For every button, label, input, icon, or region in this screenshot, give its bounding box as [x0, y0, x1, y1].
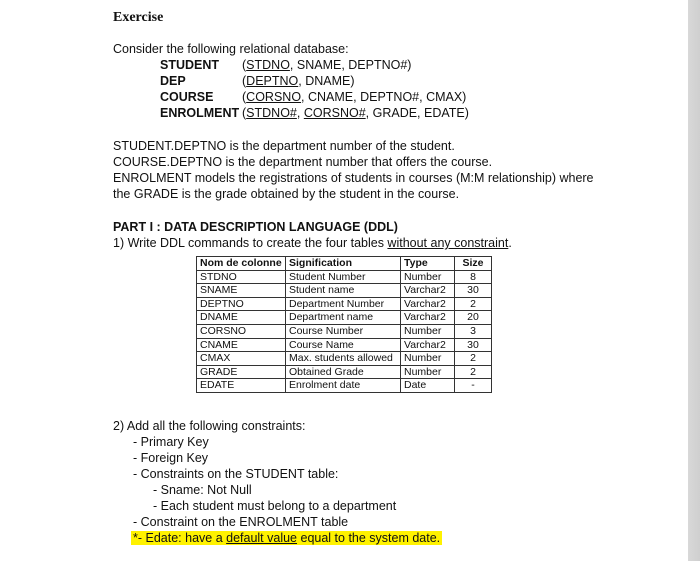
table-name: ENROLMENT: [160, 106, 240, 120]
highlight-mark: *- Edate: have a default value equal to the system date.: [133, 531, 441, 545]
schema-list: [160, 57, 469, 121]
header-cell: Signification: [286, 257, 401, 271]
primary-key: STDNO: [246, 58, 290, 72]
note-line: ENROLMENT models the registrations of students in courses (M:M relationship) where: [113, 171, 594, 185]
schema-row: COURSE (CORSNO, CNAME, DEPTNO#, CMAX): [160, 90, 467, 104]
constraint-subitem: - Each student must belong to a department: [153, 499, 397, 513]
schema-row: ENROLMENT (STDNO#, CORSNO#, GRADE, EDATE): [160, 106, 469, 120]
primary-key: CORSNO: [246, 90, 302, 104]
note-line: the GRADE is the grade obtained by the student in the course.: [113, 187, 460, 201]
column-table: [196, 256, 492, 393]
header-cell: Nom de colonne: [197, 257, 286, 271]
table-row: SNAME Student name Varchar2 30: [197, 284, 492, 298]
table-row: DEPTNO Department Number Varchar2 2: [197, 297, 492, 311]
constraint-item: - Constraints on the STUDENT table:: [133, 467, 339, 481]
constraint-subitem: - Sname: Not Null: [153, 483, 252, 497]
table-row: STDNO Student Number Number 8: [197, 270, 492, 284]
highlighted-constraint: [131, 530, 442, 546]
question-2: 2) Add all the following constraints:: [113, 419, 306, 433]
primary-key: DEPTNO: [246, 74, 299, 88]
question-1: 1) Write DDL commands to create the four tables without any constraint.: [113, 236, 512, 250]
table-row: DNAME Department name Varchar2 20: [197, 311, 492, 325]
primary-key: CORSNO#: [303, 106, 366, 120]
schema-row: STUDENT (STDNO, SNAME, DEPTNO#): [160, 58, 412, 72]
page-title: Exercise: [113, 10, 164, 25]
table-name: STUDENT: [160, 58, 220, 72]
part1-heading: PART I : DATA DESCRIPTION LANGUAGE (DDL): [113, 220, 398, 234]
table-row: CMAX Max. students allowed Number 2: [197, 352, 492, 366]
page-edge: [688, 0, 700, 561]
header-cell: Type: [401, 257, 455, 271]
constraint-item: - Constraint on the ENROLMENT table: [133, 515, 349, 529]
primary-key: STDNO#: [246, 106, 297, 120]
header-cell: Size: [455, 257, 492, 271]
table-name: COURSE: [160, 90, 214, 104]
intro-text: Consider the following relational database:: [113, 42, 349, 56]
note-line: STUDENT.DEPTNO is the department number of the student.: [113, 139, 455, 153]
schema-row: DEP (DEPTNO, DNAME): [160, 74, 355, 88]
table-row: CNAME Course Name Varchar2 30: [197, 338, 492, 352]
table-row: EDATE Enrolment date Date -: [197, 379, 492, 393]
table-row: CORSNO Course Number Number 3: [197, 324, 492, 338]
table-header-row: [197, 257, 492, 271]
constraint-item: - Foreign Key: [133, 451, 209, 465]
table-row: GRADE Obtained Grade Number 2: [197, 365, 492, 379]
table-name: DEP: [160, 74, 186, 88]
note-line: COURSE.DEPTNO is the department number that offers the course.: [113, 155, 493, 169]
constraint-item: - Primary Key: [133, 435, 209, 449]
